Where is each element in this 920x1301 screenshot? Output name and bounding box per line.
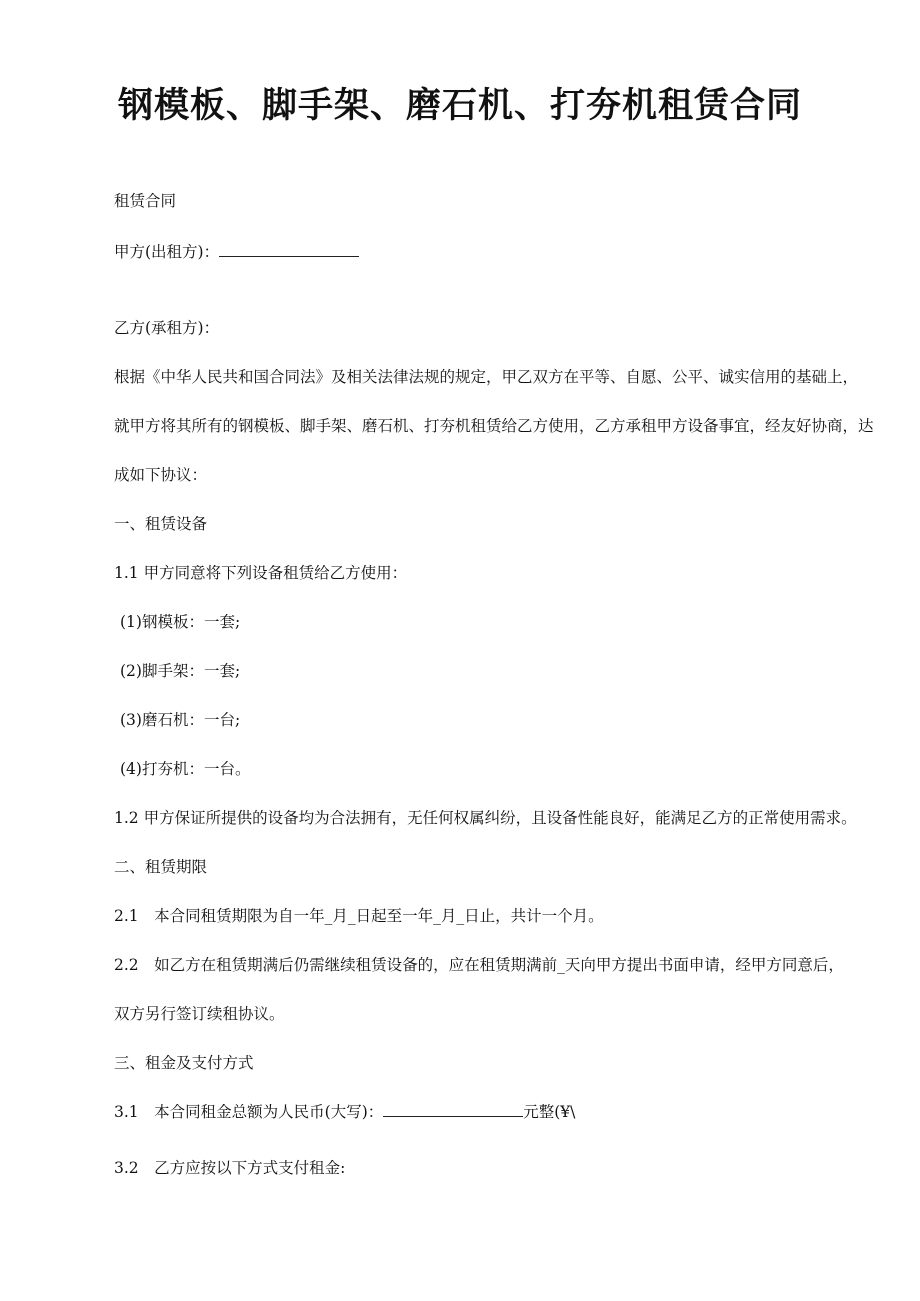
clause-2-2-line-1: 2.2 如乙方在租赁期满后仍需继续租赁设备的，应在租赁期满前_天向甲方提出书面申请，经甲方同意后， (114, 956, 844, 974)
clause-2-1: 2.1 本合同租赁期限为自一年_月_日起至一年_月_日止，共计一个月。 (114, 907, 604, 925)
party-a-blank (219, 242, 359, 257)
clause-3-1 (114, 1102, 575, 1122)
clause-2-2-line-2: 双方另行签订续租协议。 (114, 1005, 285, 1023)
clause-3-1-prefix: 3.1 本合同租金总额为人民币(大写)： (114, 1103, 384, 1121)
section-3-title: 三、租金及支付方式 (114, 1054, 254, 1072)
clause-1-2: 1.2 甲方保证所提供的设备均为合法拥有，无任何权属纠纷，且设备性能良好，能满足乙方的正常使用需求。 (114, 809, 857, 827)
equipment-item-1: (1)钢模板：一套; (120, 613, 241, 631)
clause-1-1: 1.1 甲方同意将下列设备租赁给乙方使用： (114, 564, 408, 582)
contract-heading: 租赁合同 (114, 192, 177, 210)
intro-line-3: 成如下协议： (114, 466, 208, 484)
party-b-label: 乙方(承租方)： (114, 319, 220, 337)
equipment-item-3: (3)磨石机：一台; (120, 711, 241, 729)
intro-line-2: 就甲方将其所有的钢模板、脚手架、磨石机、打夯机租赁给乙方使用，乙方承租甲方设备事宜，经友好协商，达 (114, 417, 874, 435)
intro-line-1: 根据《中华人民共和国合同法》及相关法律法规的规定，甲乙双方在平等、自愿、公平、诚实信用的基础上， (114, 368, 859, 386)
rent-amount-blank (383, 1102, 523, 1117)
party-a-line (114, 242, 359, 262)
section-2-title: 二、租赁期限 (114, 858, 208, 876)
document-title: 钢模板、脚手架、磨石机、打夯机租赁合同 (117, 86, 802, 126)
equipment-item-4: (4)打夯机：一台。 (120, 760, 251, 778)
clause-3-1-suffix: 元整(¥\ (523, 1103, 576, 1121)
clause-3-2: 3.2 乙方应按以下方式支付租金: (114, 1159, 346, 1177)
section-1-title: 一、租赁设备 (114, 515, 208, 533)
party-a-label: 甲方(出租方)： (114, 243, 220, 261)
equipment-item-2: (2)脚手架：一套; (120, 662, 241, 680)
